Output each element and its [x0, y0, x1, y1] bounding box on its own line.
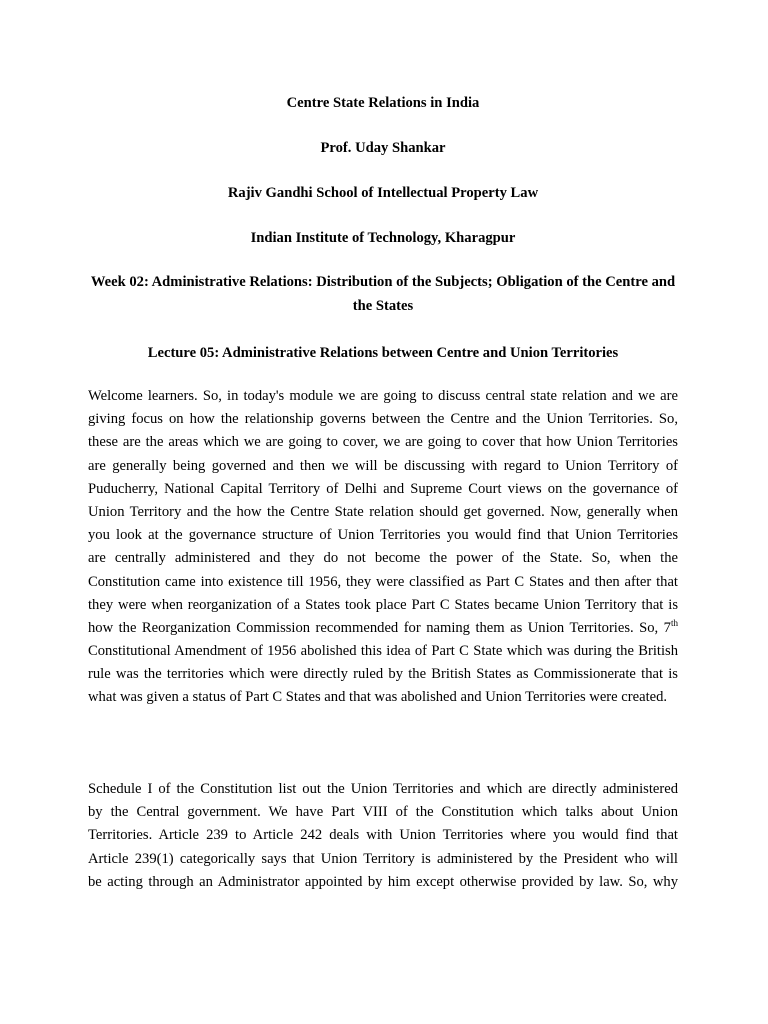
institute-name: Indian Institute of Technology, Kharagpur: [250, 230, 516, 246]
text-line: rule was the territories which were directly ruled by the British States as Commissionerate that is: [88, 666, 678, 683]
text-line: Puducherry, National Capital Territory of Delhi and Supreme Court views on the governance of: [88, 480, 678, 497]
text-line: these are the areas which we are going to cover, we are going to cover that how Union Territories: [88, 434, 678, 451]
superscript-ordinal: th: [670, 618, 678, 629]
week-title: Week 02: Administrative Relations: Distribution of the Subjects; Obligation of the Centre and the States: [90, 274, 676, 314]
text-line: be acting through an Administrator appointed by him except otherwise provided by law. So, why: [88, 873, 678, 890]
text-line: by the Central government. We have Part VIII of the Constitution which talks about Union: [88, 804, 678, 821]
text-line: are centrally administered and they do not become the power of the State. So, when the: [88, 550, 678, 567]
course-title: Centre State Relations in India: [286, 95, 480, 111]
text-line-with-superscript: [88, 617, 678, 640]
text-line: what was given a status of Part C States and that was abolished and Union Territories were created.: [88, 689, 668, 706]
text-line: Territories. Article 239 to Article 242 deals with Union Territories where you would find that: [88, 827, 678, 844]
text-line: Schedule I of the Constitution list out the Union Territories and which are directly administered: [88, 781, 678, 797]
lecture-title: Lecture 05: Administrative Relations between Centre and Union Territories: [147, 345, 619, 361]
text-line: Welcome learners. So, in today's module we are going to discuss central state relation and we are: [88, 388, 678, 404]
text-line: Union Territory and the how the Centre State relation should get governed. Now, generally when: [88, 503, 678, 520]
text-line: they were when reorganization of a States took place Part C States became Union Territory that is: [88, 596, 678, 613]
text-line: you look at the governance structure of Union Territories you would find that Union Territories: [88, 527, 678, 544]
text-line: Article 239(1) categorically says that Union Territory is administered by the President who will: [88, 850, 678, 867]
text-line-part: how the Reorganization Commission recommended for naming them as Union Territories. So, 7: [88, 619, 671, 636]
paragraph-2: [88, 778, 678, 894]
paragraph-1: [88, 385, 678, 710]
text-line: giving focus on how the relationship governs between the Centre and the Union Territories. So,: [88, 411, 678, 428]
professor-name: Prof. Uday Shankar: [320, 140, 446, 156]
text-line: Constitutional Amendment of 1956 abolished this idea of Part C State which was during the British: [88, 643, 678, 660]
school-name: Rajiv Gandhi School of Intellectual Property Law: [227, 185, 539, 201]
text-line: are generally being governed and then we will be discussing with regard to Union Territory of: [88, 457, 678, 474]
text-line: Constitution came into existence till 1956, they were classified as Part C States and then after that: [88, 573, 678, 590]
